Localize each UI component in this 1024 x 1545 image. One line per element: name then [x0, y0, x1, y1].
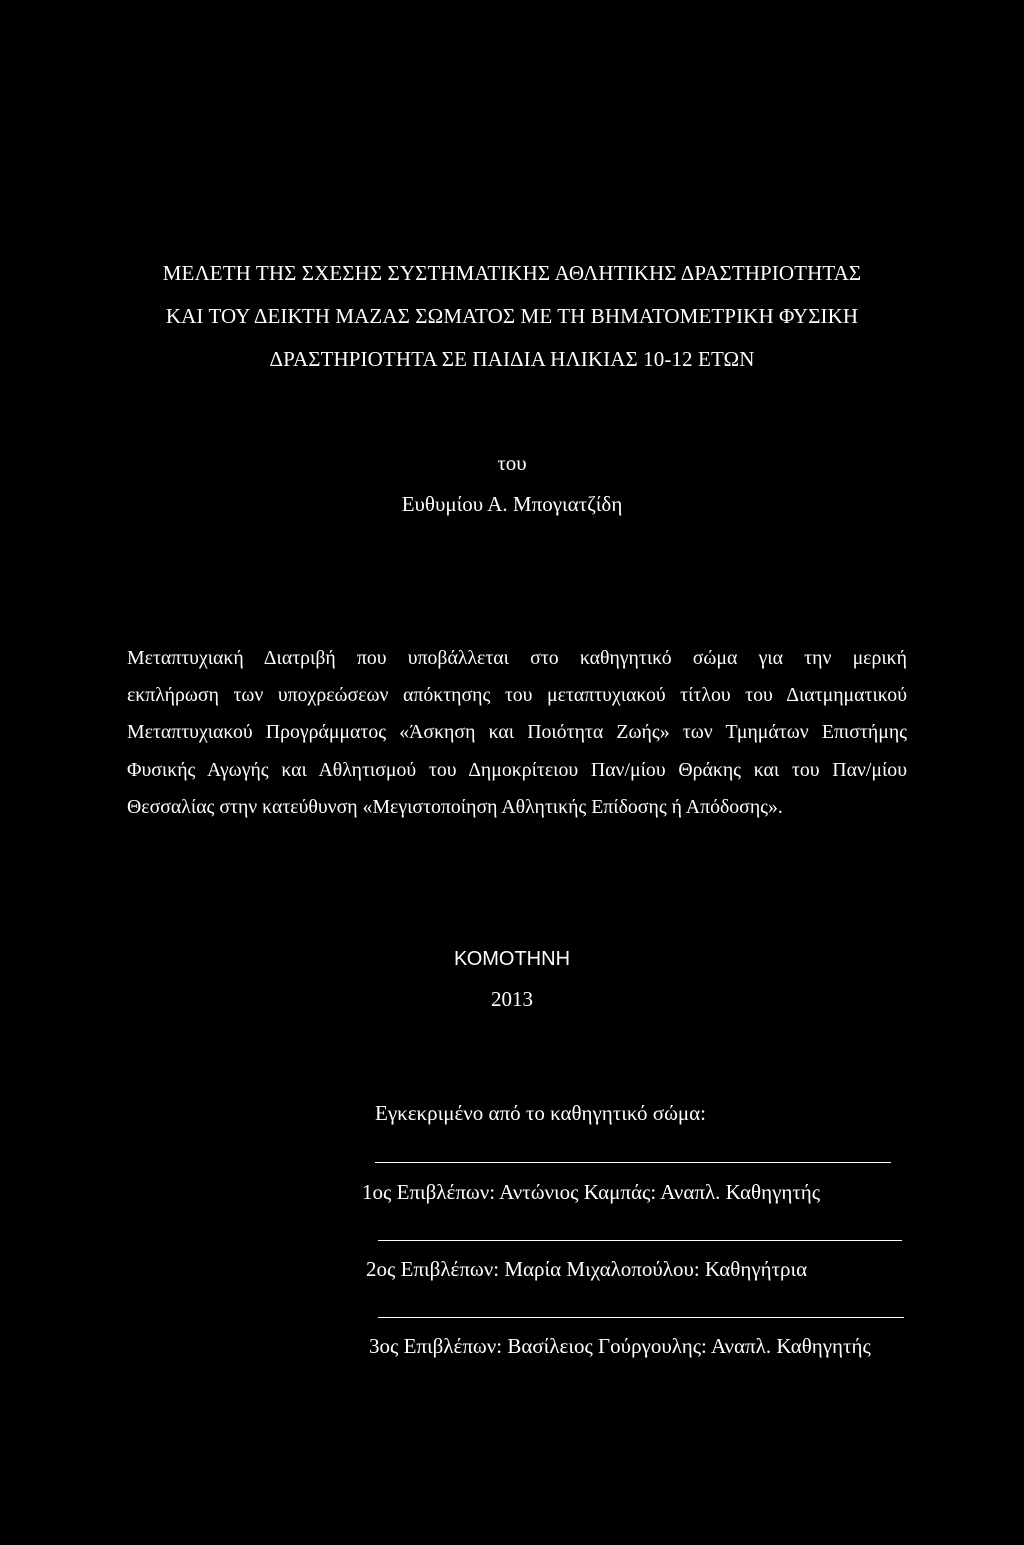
thesis-description	[127, 640, 907, 826]
signature-line-3	[378, 1317, 904, 1318]
title-line-3: ΔΡΑΣΤΗΡΙΟΤΗΤΑ ΣΕ ΠΑΙΔΙΑ ΗΛΙΚΙΑΣ 10-12 ΕΤΩΝ	[269, 347, 755, 371]
thesis-title	[60, 252, 964, 381]
description-line-2: εκπλήρωση των υποχρεώσεων απόκτησης του μεταπτυχιακού τίτλου του Διατμηματικού	[127, 684, 907, 707]
signature-line-1	[375, 1162, 891, 1163]
approval-heading: Εγκεκριμένο από το καθηγητικό σώμα:	[375, 1101, 706, 1125]
description-line-4: Φυσικής Αγωγής και Αθλητισμού του Δημοκρίτειου Παν/μίου Θράκης και του Παν/μίου	[127, 758, 907, 781]
title-line-2: ΚΑΙ ΤΟΥ ΔΕΙΚΤΗ ΜΑΖΑΣ ΣΩΜΑΤΟΣ ΜΕ ΤΗ ΒΗΜΑΤΟΜΕΤΡΙΚΗ ΦΥΣΙΚΗ	[165, 304, 859, 328]
author-name: Ευθυμίου Α. Μπογιατζίδη	[401, 492, 623, 516]
year: 2013	[491, 987, 533, 1011]
signature-line-2	[378, 1240, 902, 1241]
supervisor-2: 2ος Επιβλέπων: Μαρία Μιχαλοπούλου: Καθηγήτρια	[366, 1257, 808, 1281]
title-line-1: ΜΕΛΕΤΗ ΤΗΣ ΣΧΕΣΗΣ ΣΥΣΤΗΜΑΤΙΚΗΣ ΑΘΛΗΤΙΚΗΣ ΔΡΑΣΤΗΡΙΟΤΗΤΑΣ	[162, 261, 862, 285]
description-line-5: Θεσσαλίας στην κατεύθυνση «Μεγιστοποίηση Αθλητικής Επίδοσης ή Απόδοσης».	[127, 795, 783, 818]
city: ΚΟΜΟΤΗΝΗ	[453, 948, 571, 970]
by-label: του	[497, 451, 527, 475]
supervisor-1: 1ος Επιβλέπων: Αντώνιος Καμπάς: Αναπλ. Καθηγητής	[362, 1180, 821, 1204]
description-line-3: Μεταπτυχιακού Προγράμματος «Άσκηση και Ποιότητα Ζωής» των Τμημάτων Επιστήμης	[127, 721, 907, 744]
supervisor-3: 3ος Επιβλέπων: Βασίλειος Γούργουλης: Αναπλ. Καθηγητής	[369, 1334, 871, 1358]
description-line-1: Μεταπτυχιακή Διατριβή που υποβάλλεται στο καθηγητικό σώμα για την μερική	[127, 647, 907, 669]
